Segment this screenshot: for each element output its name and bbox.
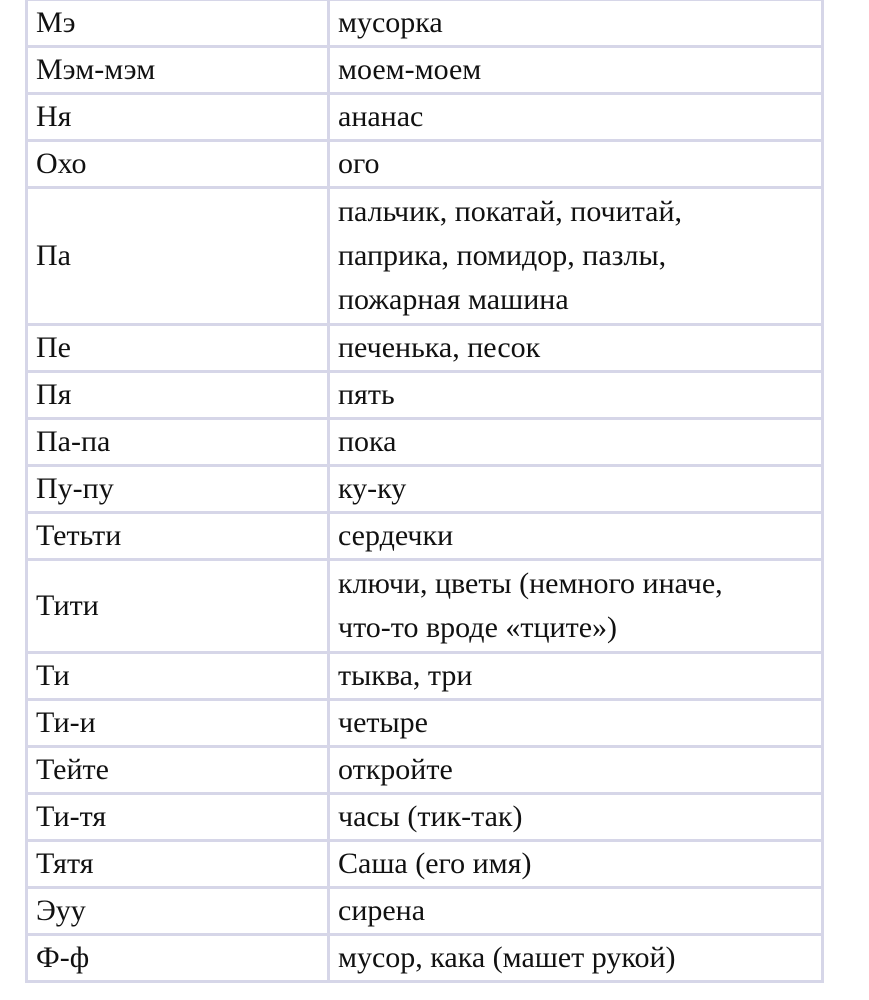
meaning-cell: четыре: [329, 700, 823, 747]
meaning-cell: часы (тик-так): [329, 794, 823, 841]
word-cell: Охо: [27, 141, 329, 188]
word-cell: Ти: [27, 653, 329, 700]
table-row: [27, 513, 823, 560]
meaning-cell: моем-моем: [329, 47, 823, 94]
meaning-cell: тыква, три: [329, 653, 823, 700]
table-row: [27, 841, 823, 888]
word-cell: Пя: [27, 372, 329, 419]
vocabulary-table: [25, 0, 824, 983]
table-row: [27, 466, 823, 513]
meaning-cell: печенька, песок: [329, 325, 823, 372]
meaning-cell: Саша (его имя): [329, 841, 823, 888]
meaning-line: пожарная машина: [338, 283, 569, 316]
word-cell: Ф-ф: [27, 935, 329, 982]
word-cell: Ти-и: [27, 700, 329, 747]
table-row: [27, 747, 823, 794]
word-cell: Тити: [27, 560, 329, 653]
word-cell: Мэ: [27, 0, 329, 47]
table-row: [27, 794, 823, 841]
table-row: [27, 188, 823, 325]
meaning-cell: пока: [329, 419, 823, 466]
meaning-cell: ку-ку: [329, 466, 823, 513]
meaning-cell: пять: [329, 372, 823, 419]
meaning-cell: ого: [329, 141, 823, 188]
word-cell: Ня: [27, 94, 329, 141]
table-row: [27, 700, 823, 747]
meaning-cell: мусор, кака (машет рукой): [329, 935, 823, 982]
word-cell: Тетьти: [27, 513, 329, 560]
table-row: [27, 935, 823, 982]
table-row: [27, 325, 823, 372]
table-row: [27, 888, 823, 935]
word-cell: Па: [27, 188, 329, 325]
table-row: [27, 47, 823, 94]
word-cell: Эуу: [27, 888, 329, 935]
vocabulary-table-container: [25, 0, 821, 983]
word-cell: Тятя: [27, 841, 329, 888]
table-row: [27, 560, 823, 653]
meaning-line: пальчик, покатай, почитай,: [338, 195, 683, 228]
meaning-line: что-то вроде «тците»): [338, 611, 618, 644]
meaning-cell: [329, 188, 823, 325]
word-cell: Пе: [27, 325, 329, 372]
table-row: [27, 141, 823, 188]
word-cell: Пу-пу: [27, 466, 329, 513]
meaning-cell: сирена: [329, 888, 823, 935]
meaning-line: ключи, цветы (немного иначе,: [338, 567, 723, 600]
table-row: [27, 0, 823, 47]
table-row: [27, 372, 823, 419]
word-cell: Тейте: [27, 747, 329, 794]
meaning-cell: откройте: [329, 747, 823, 794]
table-row: [27, 419, 823, 466]
word-cell: Па-па: [27, 419, 329, 466]
meaning-cell: мусорка: [329, 0, 823, 47]
table-row: [27, 94, 823, 141]
meaning-cell: [329, 560, 823, 653]
meaning-cell: сердечки: [329, 513, 823, 560]
word-cell: Ти-тя: [27, 794, 329, 841]
meaning-line: паприка, помидор, пазлы,: [338, 239, 667, 272]
meaning-cell: ананас: [329, 94, 823, 141]
table-row: [27, 653, 823, 700]
word-cell: Мэм-мэм: [27, 47, 329, 94]
